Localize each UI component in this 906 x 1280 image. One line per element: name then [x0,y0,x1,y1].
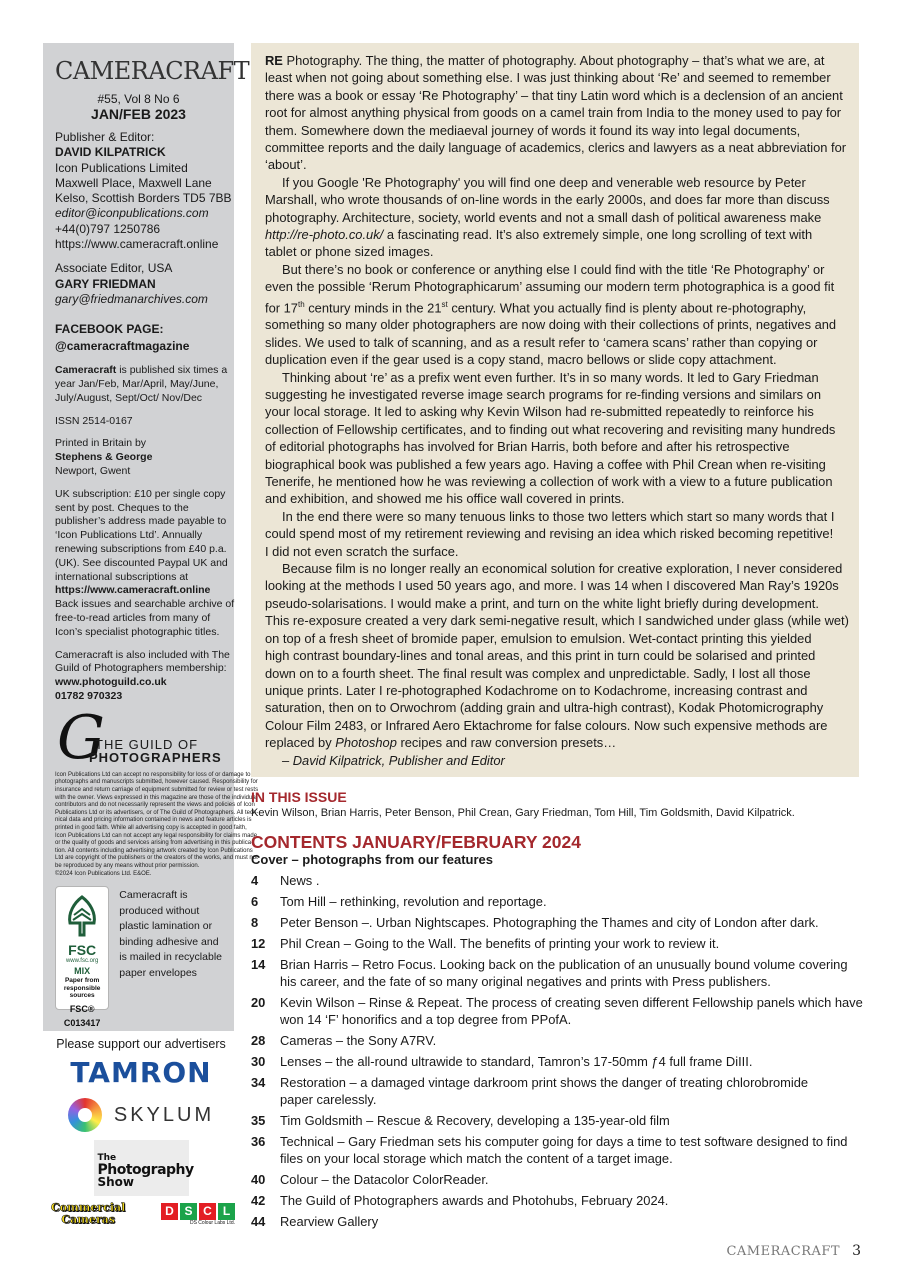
contents-entry-text: Tom Hill – rethinking, revolution and reportage. [280,894,547,909]
photography-show-logo[interactable] [94,1140,194,1196]
schedule-line: is published six times a [116,364,228,377]
guild-website-link[interactable]: www.photoguild.co.uk [55,676,167,689]
schedule-line: July/August, Sept/Oct/ Nov/Dec [55,391,203,404]
legal-line: nical data and pricing information contained in news and feature articles is [55,817,252,824]
legal-line: tion. All contents including advertising artwork created by Icon Publications [55,847,253,854]
editorial-line: biographical book was published a few years ago. Having a coffee with Phil Crean when re-visiting [265,456,826,472]
guild-membership-info [55,648,230,704]
archive-line: Icon’s specialist photographic titles. [55,625,220,638]
editorial-line: photography. Architecture, society, world events and not a small dash of political awareness make [265,209,822,225]
environment-line: binding adhesive and [119,935,219,948]
tamron-logo[interactable]: TAMRON [70,1056,212,1089]
publisher-name: DAVID KILPATRICK [55,145,166,160]
contents-entry-text: won 14 ‘F’ honorifics and a top degree from PPofA. [280,1012,572,1027]
contents-page-number: 36 [251,1134,266,1149]
editorial-box [251,43,859,777]
cover-note: Cover – photographs from our features [251,852,493,867]
skylum-aperture-icon [68,1098,102,1132]
environment-line: plastic lamination or [119,920,213,933]
printer-name: Stephens & George [55,451,153,464]
guild-g-glyph-icon: G [57,702,105,773]
issn: ISSN 2514-0167 [55,414,133,427]
dscl-subtitle: DS Colour Labs Ltd. [189,1219,235,1226]
editorial-line: on top of a fresh sheet of bromide paper, emulsion to emulsion. Wet-contact printing this yielded [265,630,812,646]
contents-entry-text: Cameras – the Sony A7RV. [280,1033,437,1048]
contents-entry[interactable] [251,956,861,990]
address-line: Kelso, Scottish Borders TD5 7BB [55,191,232,206]
page-footer [726,1243,861,1259]
environment-line: Cameracraft is [119,889,188,902]
editor-email-link[interactable]: editor@iconpublications.com [55,206,209,221]
legal-line: Icon Publications Ltd can accept no responsibility for loss of or damage to [55,771,251,778]
fsc-tree-icon [60,893,104,939]
ds-colour-labs-logo[interactable] [161,1203,235,1226]
subscription-line: sent by post. Cheques to the [55,501,189,514]
masthead-sidebar [43,43,259,1031]
legal-line: Publications Ltd or its advertisers, or of The Guild of Photographers. All tech- [55,809,259,816]
commercial-cameras-line: Cameras [61,1213,115,1226]
facebook-label: FACEBOOK PAGE: [55,322,164,337]
photography-show-line: The [97,1153,117,1163]
in-this-issue-heading: IN THIS ISSUE [251,789,347,805]
editorial-line: But there’s no book or conference or anything else I could find with the title ‘Re Photography’ or [282,261,825,277]
editorial-line: I did not even scratch the surface. [265,543,459,559]
editorial-line: them. Somewhere down the mediaeval journey of words it found its way into legal documents, [265,122,801,138]
legal-disclaimer [55,771,259,878]
editorial-line: If you Google 'Re Photography' you will find one deep and venerable web resource by Peter [282,174,806,190]
environment-line: is mailed in recyclable [119,951,222,964]
environment-line: produced without [119,904,200,917]
fsc-mix: MIX [74,966,91,977]
contents-entry[interactable] [251,994,861,1028]
editorial-line: slides. We used to talk of scanning, and as a result refer to ‘camera scans’ rather than copying or [265,334,818,350]
contents-page-number: 40 [251,1172,266,1187]
subscription-info [55,487,235,640]
contents-entry-text: Technical – Gary Friedman sets his computer going for days a time to test software designed to find [280,1134,848,1149]
legal-line: Icon Publications Ltd can not accept any legal responsibility for claims made [55,832,258,839]
fsc-badge [55,886,109,1028]
publisher-role: Publisher & Editor: [55,130,155,144]
editorial-line: Colour Film 2483, or Infrared Aero Ektachrome for false colours. Now such expensive methods are [265,717,828,733]
editorial-line: http://re-photo.co.uk/ a fascinating read. It’s also extremely simple, one long scrolling of text with [265,227,813,243]
editorial-line: root for almost anything physical from goods on a camel train from India to the money used to pay for [265,105,842,121]
publication-name: Cameracraft [55,364,117,377]
legal-line: contributors and do not necessarily represent the views and policies of Icon [55,802,255,809]
archive-line: Back issues and searchable archive of [55,598,235,611]
editorial-line: and exhibition, and showed me his office wall covered in prints. [265,491,625,507]
fsc-source-line: Paper from [64,977,100,985]
associate-role: Associate Editor, USA [55,261,173,276]
contents-entry-text: Colour – the Datacolor ColorReader. [280,1172,489,1187]
editorial-line: RE Photography. The thing, the matter of photography. About photography – that’s what we are, at [265,53,825,68]
editorial-line: least when not going about something else. I was just thinking about ‘Re’ and seemed to remember [265,70,831,86]
legal-line: with the owner. Views expressed in this magazine are those of the individual [55,794,258,801]
editorial-line: Because film is no longer really an economical solution for creative exploration, I never considered [282,561,843,577]
contents-entry[interactable] [251,914,861,931]
dscl-letter: S [180,1203,197,1220]
contents-entry-text: Kevin Wilson – Rinse & Repeat. The process of creating seven different Fellowship panels which have [280,995,863,1010]
printer-info [55,437,222,478]
guild-line: Guild of Photographers membership: [55,662,227,675]
guild-of-photographers-logo [55,702,222,773]
contents-page-number: 34 [251,1075,266,1090]
contents-page-number: 35 [251,1113,266,1128]
contents-entry-text: Restoration – a damaged vintage darkroom print shows the danger of treating chlorobromide [280,1075,809,1090]
masthead-text: CAMERACRAFT [55,57,250,85]
editorial-line: could spend most of my retirement reviewing and revising an idea which risked becoming repetitive! [265,526,834,542]
contents-page-number: 6 [251,894,259,909]
fsc-label: FSC [68,942,97,959]
fsc-source-line: responsible sources [63,984,101,1000]
contents-entry[interactable] [251,1074,861,1108]
cameracraft-logo [55,51,250,90]
contents-page-number: 8 [251,915,259,930]
contents-entry[interactable] [251,872,861,889]
legal-line: be reproduced by any means without prior permission. [55,862,200,869]
contents-entry-text: his career, and the fate of so many original negatives and prints with Press publishers. [280,974,771,989]
advertisers-heading: Please support our advertisers [56,1037,226,1051]
contents-list [251,872,861,1230]
contents-entry-text: Brian Harris – Retro Focus. Looking back on the publication of an unusually bound volume covering [280,957,848,972]
legal-line: or the quality of goods and services arising from advertising in this publica- [55,840,254,847]
editorial-line: for 17th century minds in the 21st century. What you actually find is plenty about re-photography, [265,299,807,315]
guild-logo-bottom: PHOTOGRAPHERS [89,749,222,765]
contents-entry[interactable] [251,1213,861,1230]
editorial-line: collection of Fellowship certificates, and to finding out what recovering and revisiting many hundreds [265,421,836,437]
contents-page-number: 12 [251,936,266,951]
archive-line: free-to-read articles from many of [55,612,211,625]
printer-intro: Printed in Britain by [55,437,147,450]
contents-entry[interactable] [251,1112,861,1129]
contents-heading: CONTENTS JANUARY/FEBRUARY 2024 [251,832,581,852]
editorial-line: tablet or phone sized images. [265,244,434,260]
fsc-section [55,886,222,1028]
editorial-line: something so many older photographers are now doing with their collections of prints, negatives and [265,317,837,333]
fsc-url: www.fsc.org [65,958,99,965]
contents-entry[interactable] [251,1032,861,1049]
editorial-line: there was a book or essay ‘Re Photography’ – that tiny Latin word which is a declension of an ancient [265,87,843,103]
fsc-code: FSC® C013417 [63,1003,101,1028]
contents-entry-text: Tim Goldsmith – Rescue & Recovery, developing a 135-year-old film [280,1113,670,1128]
editorial-line: looking at the methods I used 50 years ago, and more. I was 14 when I discovered Man Ray’s 1920s [265,578,839,594]
contents-entry-text: The Guild of Photographers awards and Photohubs, February 2024. [280,1193,669,1208]
contents-entry-text: paper carelessly. [280,1092,377,1107]
contributors-list: Kevin Wilson, Brian Harris, Peter Benson, Phil Crean, Gary Friedman, Tom Hill, Tim Goldsmith, David Kilpatrick. [251,807,795,819]
subscription-link[interactable]: https://www.cameracraft.online [55,584,211,597]
subscription-line: ‘Icon Publications Ltd’. Annually [55,529,203,542]
editorial-line: Thinking about ‘re’ as a prefix went even further. It’s in so many words. It led to Gary Friedman [282,369,819,385]
contents-page-number: 28 [251,1033,266,1048]
address-line: Icon Publications Limited [55,160,188,175]
guild-logo-top: THE GUILD OF [95,736,199,752]
contents-entry-text: Lenses – the all-round ultrawide to standard, Tamron’s 17-50mm ƒ4 full frame DiIII. [280,1054,753,1069]
editorial-line: This re-exposure created a very dark semi-negative result, which I sandwiched under glass (while wet) [265,613,849,629]
guild-line: Cameracraft is also included with The [55,648,230,661]
subscription-line: publisher’s address made payable to [55,515,227,528]
contents-page-number: 14 [251,957,266,972]
subscription-line: renewing subscriptions from £40 p.a. [55,543,227,556]
contents-entry[interactable] [251,1133,861,1167]
contents-entry[interactable] [251,1171,861,1188]
editorial-line: suggesting he investigated reverse image search programs for re-finding versions and similars on [265,387,822,403]
environment-note [119,888,222,1010]
facebook-handle-link[interactable]: @cameracraftmagazine [55,339,190,354]
contents-page-number: 4 [251,873,259,888]
skylum-wordmark: SKYLUM [113,1103,215,1126]
editorial-line: committee reports and the daily language of academics, clerics and lawyers as a neat abbreviation for [265,140,847,156]
associate-name: GARY FRIEDMAN [55,276,156,291]
subscription-line: UK subscription: £10 per single copy [55,487,226,500]
contents-page-number: 20 [251,995,266,1010]
contents-page-number: 30 [251,1054,266,1069]
legal-line: insurance and return carriage of equipment submitted for review or test rests [55,786,259,793]
subscription-line: international subscriptions at [55,570,189,583]
photoshop-word: Photoshop [335,735,397,751]
advertisers-block [43,1034,239,1226]
rephoto-link[interactable]: http://re-photo.co.uk/ [265,227,384,243]
photography-show-line: Photography [97,1162,194,1178]
contents-entry-text: Peter Benson –. Urban Nightscapes. Photographing the Thames and city of London after dark. [280,915,819,930]
contents-entry[interactable] [251,1053,861,1070]
contents-page-number: 42 [251,1193,266,1208]
editorial-line: of editorial photographs has involved for Brian Harris, both before and after his retrospective [265,439,790,455]
editorial-line: pseudo-solarisations. I would make a print, and turn on the white light briefly during development. [265,595,819,611]
website-link[interactable]: https://www.cameracraft.online [55,237,219,252]
contents-entry-text: Phil Crean – Going to the Wall. The benefits of printing your work to review it. [280,936,720,951]
editorial-line: your local storage. It led to asking why Kevin Wilson had re-submitted repeatedly to reinforce his [265,404,814,420]
editorial-line: down on to a fourth sheet. The final result was complex and unpredictable. Sadly, I lost all those [265,665,811,681]
commercial-cameras-logo[interactable] [51,1202,125,1226]
contents-entry-text: News . [280,873,320,888]
editorial-line: replaced by Photoshop recipes and raw conversion presets… [265,735,617,751]
legal-line: photographs and manuscripts submitted, however caused. Responsibility for [55,779,258,786]
footer-masthead: CAMERACRAFT [726,1244,841,1259]
editorial-line: even the possible ‘Rerum Photographicarum’ assuming our modern term photographica is a good fit [265,279,835,295]
dscl-letter: L [218,1203,235,1220]
editorial-line: unique prints. Later I re-photographed Kodachrome on to Kodachrome, increasing contrast and [265,682,808,698]
editorial-lead-word: RE [265,53,283,68]
editorial-line: Tenerife, he mentioned how he was reviewing a collection of work with a view to a future publication [265,474,833,490]
editorial-line: high contrast boundary-lines and tonal areas, and this print in turn could be solarised and printed [265,648,816,664]
photography-show-line: Show [97,1175,135,1189]
editorial-line: Marshall, who wrote thousands of on-line words in the early 2000s, and does far more than discuss [265,192,830,208]
skylum-logo[interactable] [43,1098,239,1132]
printer-place: Newport, Gwent [55,465,131,478]
issue-number: #55, Vol 8 No 6 [97,92,180,106]
contents-entry[interactable] [251,1192,861,1209]
schedule-line: year Jan/Feb, Mar/April, May/June, [55,378,219,391]
editorial-line: ‘about’. [265,157,307,173]
contents-entry-text: files on your local storage which match the content of a target image. [280,1151,673,1166]
contents-entry-text: Rearview Gallery [280,1214,379,1229]
phone-number: +44(0)797 1250786 [55,221,161,236]
commercial-cameras-line: Commercial [51,1201,126,1214]
legal-line: ©2024 Icon Publications Ltd. E&OE. [55,870,152,877]
legal-line: printed in good faith. While all advertising copy is accepted in good faith, [55,824,247,831]
contents-entry[interactable] [251,935,861,952]
dscl-letter: D [161,1203,178,1220]
subscription-line: (UK). See discounted Paypal UK and [55,556,228,569]
environment-line: paper envelopes [119,967,197,980]
dscl-letter: C [199,1203,216,1220]
editorial-line: In the end there were so many tenuous links to those two letters which start so many words that I [282,508,835,524]
publication-schedule [55,364,228,405]
contents-page-number: 44 [251,1214,266,1229]
associate-email-link[interactable]: gary@friedmanarchives.com [55,291,208,306]
address-line: Maxwell Place, Maxwell Lane [55,175,212,190]
issue-date: JAN/FEB 2023 [91,106,186,122]
editorial-line: saturation, then on to Orwochrom (adding grain and ultra-high contrast), Kodak Photomicrography [265,700,824,716]
guild-phone: 01782 970323 [55,690,123,702]
contents-entry[interactable] [251,893,861,910]
page-number: 3 [852,1243,861,1259]
editorial-line: duplication even if the gear used is a copy stand, macro bellows or slide copy attachment. [265,352,777,368]
legal-line: Ltd are copyright of the publishers or the creators of the works, and must not [55,855,258,862]
editorial-signature: – David Kilpatrick, Publisher and Editor [282,752,505,768]
